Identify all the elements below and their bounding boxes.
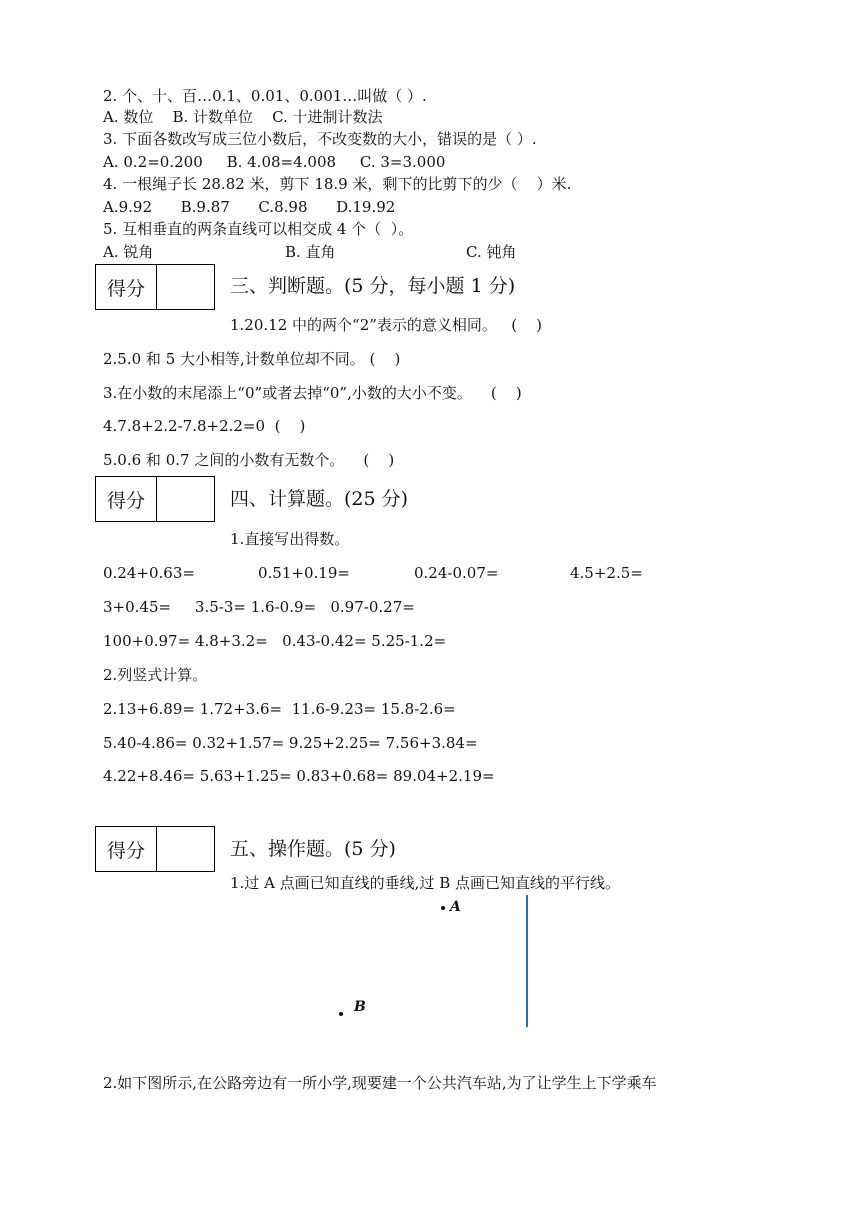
calc-row-1-item-1: 0.24+0.63= (103, 564, 195, 582)
calc-row-1-item-2: 0.51+0.19= (258, 564, 350, 582)
score-label: 得分 (96, 265, 157, 309)
operation-task-2: 2.如下图所示,在公路旁边有一所小学,现要建一个公共汽车站,为了让学生上下学乘车 (103, 1074, 657, 1092)
question-4: 4. 一根绳子长 28.82 米，剪下 18.9 米，剩下的比剪下的少（ ）米. (103, 175, 572, 193)
question-2: 2. 个、十、百…0.1、0.01、0.001…叫做（ ）. (103, 87, 427, 105)
judge-item-3: 3.在小数的末尾添上“0”或者去掉“0”,小数的大小不变。 ( ) (103, 384, 522, 402)
judge-item-1: 1.20.12 中的两个“2”表示的意义相同。 ( ) (230, 316, 542, 334)
question-5-option-b: B. 直角 (285, 243, 336, 261)
calc-row-6: 4.22+8.46= 5.63+1.25= 0.83+0.68= 89.04+2.19= (103, 767, 495, 785)
calc-subheading-2: 2.列竖式计算。 (103, 666, 208, 684)
score-label: 得分 (96, 827, 157, 871)
given-line (526, 895, 528, 1027)
point-a-label: A (450, 899, 461, 915)
score-label: 得分 (96, 477, 157, 521)
point-b-label: B (354, 999, 366, 1015)
operation-task-1: 1.过 A 点画已知直线的垂线,过 B 点画已知直线的平行线。 (230, 874, 621, 892)
judge-item-2: 2.5.0 和 5 大小相等,计数单位却不同。 ( ) (103, 350, 401, 368)
calc-row-3: 100+0.97= 4.8+3.2= 0.43-0.42= 5.25-1.2= (103, 632, 447, 650)
score-value-cell[interactable] (157, 827, 214, 871)
score-box-section-3 (95, 264, 215, 310)
score-box-section-5 (95, 826, 215, 872)
question-3: 3. 下面各数改写成三位小数后，不改变数的大小，错误的是（ ）. (103, 130, 537, 148)
point-a-dot (441, 906, 445, 910)
question-5-option-a: A. 锐角 (103, 243, 154, 261)
score-box-section-4 (95, 476, 215, 522)
score-value-cell[interactable] (157, 477, 214, 521)
judge-item-4: 4.7.8+2.2-7.8+2.2=0 ( ) (103, 417, 306, 435)
section-5-title: 五、操作题。(5 分) (230, 838, 396, 860)
calc-row-4: 2.13+6.89= 1.72+3.6= 11.6-9.23= 15.8-2.6= (103, 700, 456, 718)
question-2-options: A. 数位 B. 计数单位 C. 十进制计数法 (103, 108, 383, 126)
calc-row-1-item-3: 0.24-0.07= (414, 564, 499, 582)
question-5-option-c: C. 钝角 (466, 243, 517, 261)
calc-row-1-item-4: 4.5+2.5= (570, 564, 643, 582)
question-4-options: A.9.92 B.9.87 C.8.98 D.19.92 (103, 198, 396, 216)
section-4-title: 四、计算题。(25 分) (230, 488, 409, 510)
section-3-title: 三、判断题。(5 分，每小题 1 分) (230, 275, 516, 297)
question-3-options: A. 0.2=0.200 B. 4.08=4.008 C. 3=3.000 (103, 153, 446, 171)
calc-subheading-1: 1.直接写出得数。 (230, 530, 350, 548)
calc-row-2: 3+0.45= 3.5-3= 1.6-0.9= 0.97-0.27= (103, 598, 415, 616)
question-5: 5. 互相垂直的两条直线可以相交成 4 个（ ）。 (103, 220, 414, 238)
point-b-dot (339, 1012, 343, 1016)
score-value-cell[interactable] (157, 265, 214, 309)
judge-item-5: 5.0.6 和 0.7 之间的小数有无数个。 ( ) (103, 451, 395, 469)
calc-row-5: 5.40-4.86= 0.32+1.57= 9.25+2.25= 7.56+3.84= (103, 734, 478, 752)
